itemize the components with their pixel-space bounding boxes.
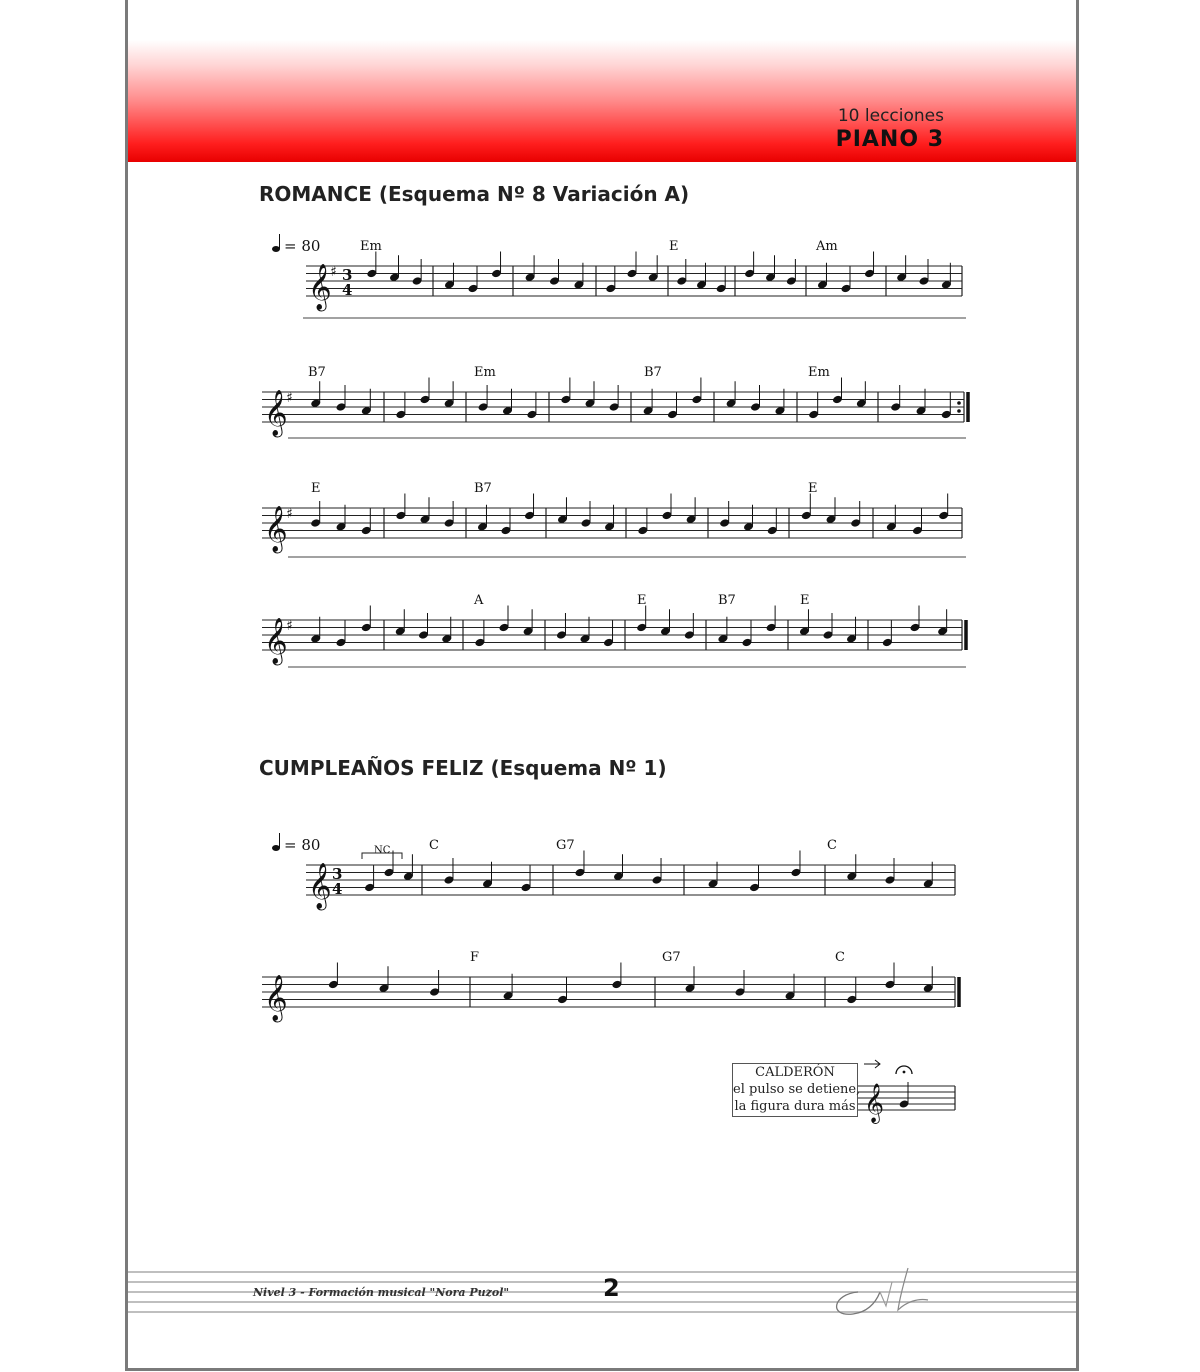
legend-line-1: el pulso se detiene, — [733, 1082, 861, 1097]
time-sig-bottom: 4 — [342, 281, 353, 299]
chord-symbol: Am — [816, 239, 838, 254]
repeat-dot — [957, 409, 961, 413]
fermata-dot — [903, 1071, 906, 1074]
repeat-dot — [957, 401, 961, 405]
chord-symbol: B7 — [308, 365, 326, 380]
book-title: PIANO 3 — [835, 127, 944, 152]
chord-symbol: G7 — [662, 950, 681, 965]
treble-clef-icon: 𝄞 — [264, 975, 288, 1021]
chord-symbol: Em — [808, 365, 830, 380]
key-signature-sharp: ♯ — [286, 618, 293, 634]
legend-box-calderon — [732, 1063, 861, 1117]
treble-clef-icon: 𝄞 — [308, 264, 332, 310]
chord-symbol-nc: NC — [374, 845, 391, 856]
tempo-note-icon — [272, 845, 280, 851]
chord-symbol: A — [474, 593, 484, 608]
chord-symbol: C — [429, 838, 439, 853]
chord-symbol: F — [470, 950, 480, 965]
chord-symbol: B7 — [474, 481, 492, 496]
key-signature-sharp: ♯ — [286, 506, 293, 522]
signature-logo — [828, 1262, 938, 1322]
footer-credit: Nivel 3 - Formación musical "Nora Puzol" — [253, 1286, 510, 1299]
legend-title: CALDERÓN — [755, 1065, 835, 1080]
chord-symbol: G7 — [556, 838, 575, 853]
time-sig-bottom: 4 — [332, 880, 343, 898]
song-title-romance: ROMANCE (Esquema Nº 8 Variación A) — [259, 182, 690, 206]
chord-symbol: E — [637, 593, 647, 608]
tempo-mark: = 80 — [284, 237, 321, 255]
legend-line-2: la figura dura más — [734, 1099, 856, 1114]
chord-symbol: E — [808, 481, 818, 496]
chord-symbol: E — [669, 239, 679, 254]
song-title-cumpleanos: CUMPLEAÑOS FELIZ (Esquema Nº 1) — [259, 756, 667, 780]
treble-clef-icon: 𝄞 — [308, 863, 332, 909]
time-sig-top: 3 — [342, 266, 353, 284]
time-sig-top: 3 — [332, 865, 343, 883]
chord-symbol: C — [827, 838, 837, 853]
arrow-icon — [864, 1060, 880, 1068]
page — [125, 0, 1079, 1371]
legend-treble-clef-icon: 𝄞 — [864, 1083, 885, 1123]
sheet-music — [128, 0, 1076, 1260]
chord-symbol: B7 — [644, 365, 662, 380]
series-label: 10 lecciones — [837, 106, 944, 126]
chord-symbol: C — [835, 950, 845, 965]
tempo-note-icon — [272, 246, 280, 252]
page-number: 2 — [603, 1274, 620, 1302]
tempo-mark: = 80 — [284, 836, 321, 854]
key-signature-sharp: ♯ — [286, 390, 293, 406]
treble-clef-icon: 𝄞 — [264, 618, 288, 664]
chord-symbol: E — [800, 593, 810, 608]
chord-symbol: Em — [360, 239, 382, 254]
chord-symbol: Em — [474, 365, 496, 380]
key-signature-sharp: ♯ — [330, 264, 337, 280]
chord-symbol: B7 — [718, 593, 736, 608]
treble-clef-icon: 𝄞 — [264, 390, 288, 436]
treble-clef-icon: 𝄞 — [264, 506, 288, 552]
chord-symbol: E — [311, 481, 321, 496]
